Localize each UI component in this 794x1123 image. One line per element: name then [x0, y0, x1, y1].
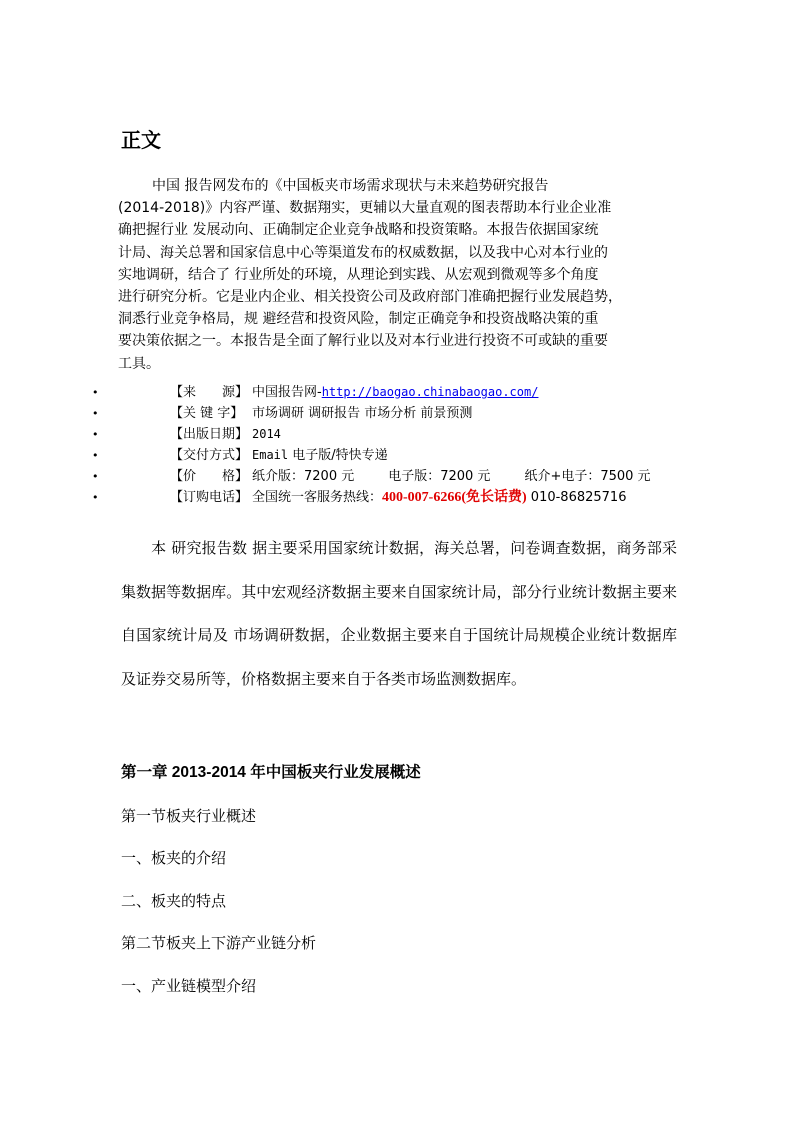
source-link[interactable]: http://baogao.chinabaogao.com/	[321, 385, 539, 399]
intro-line: 实地调研，结合了 行业所处的环境，从理论到实践、从宏观到微观等多个角度	[118, 266, 599, 283]
info-label: 【价 格】	[170, 469, 249, 484]
info-item-keywords	[0, 403, 794, 424]
bullet-icon: •	[92, 491, 99, 504]
info-value: Email 电子版/特快专递	[252, 448, 388, 463]
report-info-list	[0, 382, 794, 508]
hotline-number: 400-007-6266(免长话费)	[382, 490, 527, 505]
price-both: 纸介+电子：7500 元	[524, 469, 651, 484]
info-value	[252, 466, 651, 487]
info-label: 【订购电话】	[170, 490, 249, 505]
intro-line: 要决策依据之一。本报告是全面了解行业以及对本行业进行投资不可或缺的重要	[118, 333, 608, 350]
intro-paragraph	[118, 175, 680, 375]
toc-item: 第二节板夹上下游产业链分析	[121, 934, 317, 952]
info-value	[252, 487, 626, 508]
price-electronic: 电子版：7200 元	[388, 469, 491, 484]
bullet-icon: •	[92, 428, 99, 441]
info-value	[252, 382, 538, 403]
bullet-icon: •	[92, 470, 99, 483]
toc-chapter: 第一章 2013-2014 年中国板夹行业发展概述	[121, 764, 421, 781]
info-item-source	[0, 382, 794, 403]
page-heading: 正文	[121, 128, 161, 152]
info-item-delivery	[0, 445, 794, 466]
intro-line: 洞悉行业竞争格局，规 避经营和投资风险，制定正确竞争和投资战略决策的重	[118, 311, 599, 328]
price-paper: 纸介版：7200 元	[252, 469, 355, 484]
info-item-price	[0, 466, 794, 487]
phone-prefix: 全国统一客服务热线：	[252, 490, 383, 505]
intro-line: 工具。	[118, 355, 160, 372]
info-label: 【关 键 字】	[170, 406, 244, 421]
info-label: 【来 源】	[170, 385, 249, 400]
toc-item: 二、板夹的特点	[121, 891, 227, 910]
info-item-date	[0, 424, 794, 445]
intro-line: 确把握行业 发展动向、正确制定企业竞争战略和投资策略。本报告依据国家统	[118, 222, 599, 239]
info-item-phone	[0, 487, 794, 508]
bullet-icon: •	[92, 449, 99, 462]
intro-line: (2014-2018)》内容严谨、数据翔实，更辅以大量直观的图表帮助本行业企业准	[118, 200, 612, 217]
intro-line: 中国 报告网发布的《中国板夹市场需求现状与未来趋势研究报告	[152, 178, 549, 194]
toc-item: 一、板夹的介绍	[121, 849, 227, 867]
toc-item: 一、产业链模型介绍	[121, 976, 257, 995]
table-of-contents	[121, 760, 681, 1015]
research-paragraph: 本 研究报告数 据主要采用国家统计数据，海关总署，问卷调查数据，商务部采集数据等数据库。其中宏观经济数据主要来自国家统计局，部分行业统计数据主要来自国家统计局及 市场调研数据，企业数据主要来自于国统计局规模企业统计数据库及证券交易所等，价格数据主要来自于各类市场监测数据库。	[121, 539, 677, 688]
bullet-icon: •	[92, 386, 99, 399]
bullet-icon: •	[92, 407, 99, 420]
phone-other: 010-86825716	[526, 490, 627, 505]
intro-line: 计局、海关总署和国家信息中心等渠道发布的权威数据，以及我中心对本行业的	[118, 244, 608, 261]
toc-item: 第一节板夹行业概述	[121, 806, 257, 825]
source-prefix: 中国报告网-	[252, 385, 322, 400]
info-value: 市场调研 调研报告 市场分析 前景预测	[252, 406, 473, 421]
info-label: 【交付方式】	[170, 448, 249, 463]
intro-line: 进行研究分析。它是业内企业、相关投资公司及政府部门准确把握行业发展趋势，	[118, 289, 622, 306]
info-value: 2014	[252, 427, 281, 441]
info-label: 【出版日期】	[170, 427, 249, 442]
